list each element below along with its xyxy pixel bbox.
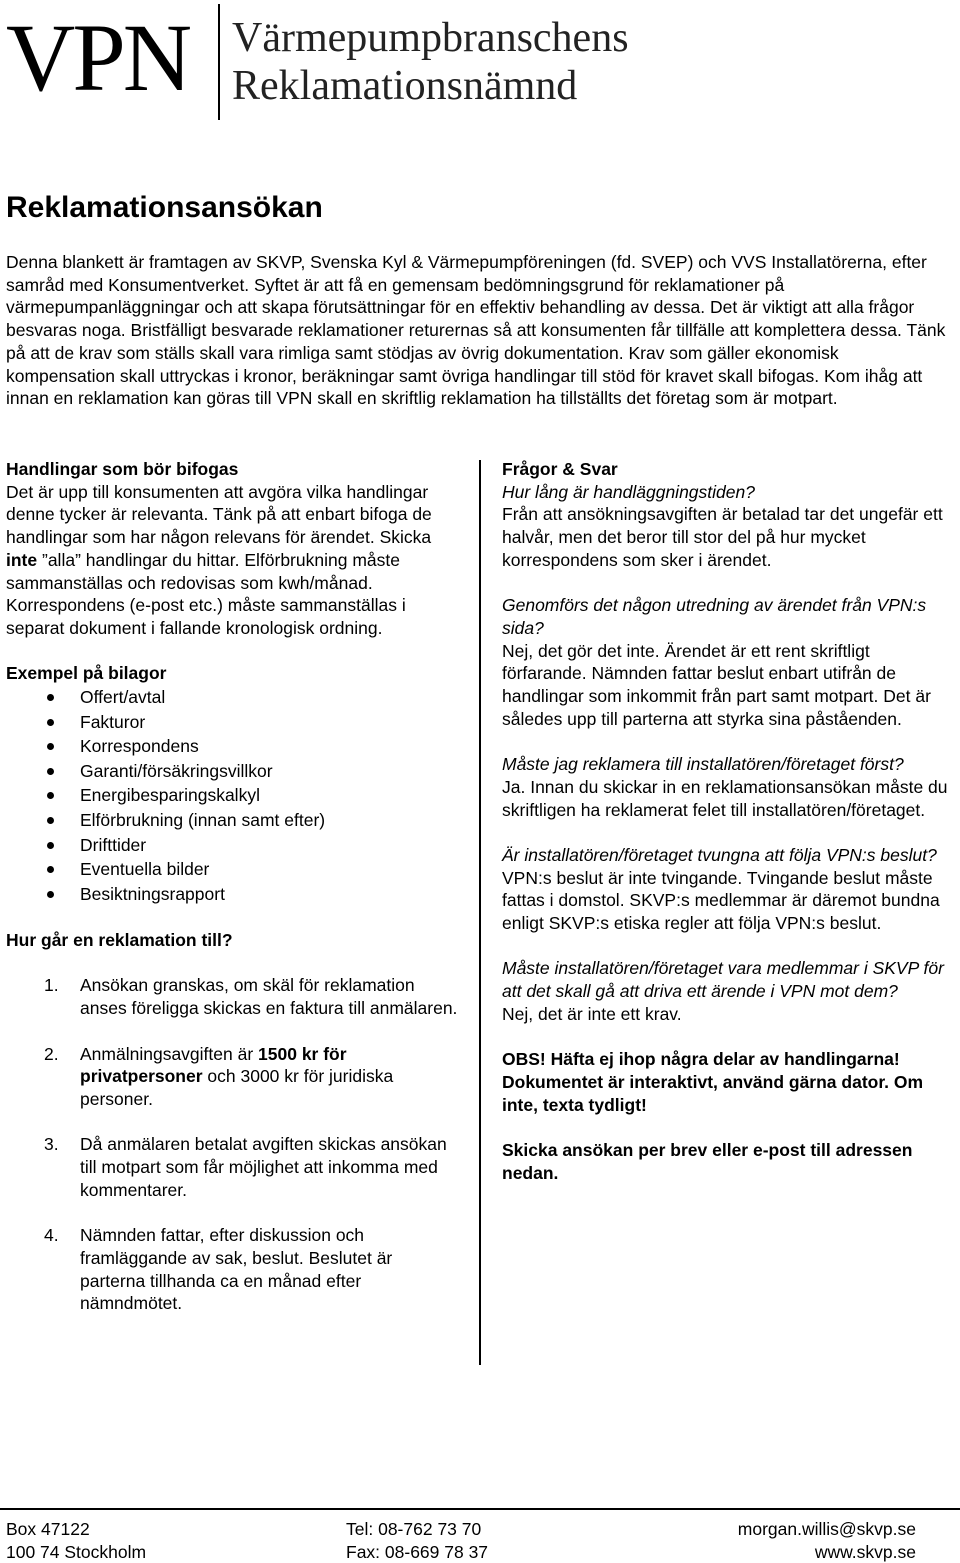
document-title: Reklamationsansökan	[6, 191, 323, 224]
intro-sentence: Kom ihåg att innan en reklamation kan göras till VPN skall en skriftlig reklamation ha tillställts det företag som är motpart.	[6, 365, 923, 409]
list-item: Energibesparingskalkyl	[6, 783, 462, 808]
footer-divider	[0, 1508, 960, 1510]
obs-notice: OBS! Häfta ej ihop några delar av handlingarna! Dokumentet är interaktivt, använd gärna dator. Om inte, texta tydligt!	[502, 1049, 924, 1115]
intro-paragraph	[6, 251, 946, 410]
process-step	[6, 974, 462, 1019]
intro-sentence: Tänk på att de krav som ställs skall vara rimliga samt stödjas av övrig dokumentation.	[6, 320, 946, 363]
footer-website[interactable]: www.skvp.se	[814, 1541, 916, 1562]
intro-sentence: Krav som gäller ekonomisk kompensation skall uttryckas i kronor, beräkningar samt övriga handlingar till stöd för kravet skall bifogas.	[6, 342, 839, 386]
list-item: Elförbrukning (innan samt efter)	[6, 808, 462, 833]
list-item: Eventuella bilder	[6, 857, 462, 882]
organisation-name-line2: Reklamationsnämnd	[232, 63, 578, 109]
handlingar-text-part: ”alla” handlingar du hittar. Elförbrukning måste sammanställas och redovisas som kwh/månad. Korrespondens (e-post etc.) måste sammanställas i separat dokument i fallande kronologisk ordning.	[6, 549, 406, 638]
step-text-bold: 1500 kr för privatpersoner	[80, 1043, 347, 1087]
footer-address-line1: Box 47122	[6, 1519, 90, 1539]
qa-item	[502, 594, 954, 730]
organisation-name	[232, 14, 629, 110]
qa-question: Måste jag reklamera till installatören/företaget först?	[502, 754, 904, 775]
qa-answer: VPN:s beslut är inte tvingande. Tvingande beslut måste fattas i domstol. SKVP:s medlemmar är däremot bundna enligt SKVP:s etiska regler att följa VPN:s beslut.	[502, 867, 940, 934]
qa-question: Är installatören/företaget tvungna att följa VPN:s beslut?	[502, 844, 937, 865]
step-number: 4.	[44, 1225, 59, 1246]
list-item: Garanti/försäkringsvillkor	[6, 759, 462, 784]
qa-item	[502, 957, 954, 1025]
step-text: Då anmälaren betalat avgiften skickas ansökan till motpart som får möjlighet att inkomma med kommentarer.	[80, 1134, 447, 1200]
logo-divider	[218, 4, 220, 120]
process-heading: Hur går en reklamation till?	[6, 930, 233, 951]
step-text: Anmälningsavgiften är	[80, 1043, 259, 1064]
send-instruction: Skicka ansökan per brev eller e-post till adressen nedan.	[502, 1140, 913, 1183]
step-text: Nämnden fattar, efter diskussion och framläggande av sak, beslut. Beslutet är parterna tillhanda ca en månad efter nämndmötet.	[80, 1225, 393, 1314]
right-column	[502, 458, 954, 1184]
qa-item	[502, 753, 954, 821]
qa-item	[502, 481, 954, 572]
qa-question: Måste installatören/företaget vara medlemmar i SKVP för att det skall gå att driva ett ärende i VPN mot dem?	[502, 958, 944, 1002]
logo-vpn: VPN	[6, 4, 190, 111]
organisation-name-line1: Värmepumpbranschens	[232, 15, 629, 61]
footer-email[interactable]: morgan.willis@skvp.se	[737, 1519, 916, 1539]
exempel-heading: Exempel på bilagor	[6, 663, 167, 684]
qa-answer: Ja. Innan du skickar in en reklamationsansökan måste du skriftligen ha reklamerat felet till installatören/företaget.	[502, 776, 948, 820]
intro-sentence: Bristfälligt besvarade reklamationer returernas så att konsumenten får tillfälle att komplettera dessa.	[130, 320, 902, 341]
qa-question: Hur lång är handläggningstiden?	[502, 481, 755, 502]
process-step	[6, 1043, 462, 1111]
list-item: Korrespondens	[6, 734, 462, 759]
list-item: Offert/avtal	[6, 685, 462, 710]
qa-answer: Nej, det gör det inte. Ärendet är ett rent skriftligt förfarande. Nämnden fattar beslut enbart utifrån de handlingar som inkommit från part samt motpart. Det är således upp till parterna att styrka sina påståenden.	[502, 640, 931, 729]
process-step	[6, 1133, 462, 1201]
qa-answer: Från att ansökningsavgiften är betalad tar det ungefär ett halvår, men det beror till stor del på hur mycket korrespondens som sker i ärendet.	[502, 504, 943, 570]
list-item: Drifttider	[6, 833, 462, 858]
column-divider	[479, 460, 481, 1365]
footer-contact	[0, 1518, 916, 1563]
qa-question: Genomförs det någon utredning av ärendet från VPN:s sida?	[502, 595, 927, 638]
step-number: 1.	[44, 975, 59, 996]
footer-fax: Fax: 08-669 78 37	[346, 1541, 489, 1562]
process-steps	[6, 974, 462, 1315]
bilagor-list	[6, 685, 462, 906]
step-number: 2.	[44, 1043, 59, 1064]
footer-address-line2: 100 74 Stockholm	[6, 1541, 147, 1562]
handlingar-heading: Handlingar som bör bifogas	[6, 459, 239, 479]
step-text: och 3000 kr för juridiska personer.	[80, 1066, 394, 1109]
list-item: Besiktningsrapport	[6, 882, 462, 907]
qa-item	[502, 844, 954, 935]
step-text: Ansökan granskas, om skäl för reklamation anses föreligga skickas en faktura till anmälaren.	[80, 975, 458, 1019]
handlingar-text	[6, 481, 462, 640]
list-item: Fakturor	[6, 710, 462, 735]
footer-tel: Tel: 08-762 73 70	[346, 1519, 482, 1539]
left-column	[6, 458, 462, 1338]
step-number: 3.	[44, 1134, 59, 1155]
handlingar-text-emphasis: inte	[6, 549, 38, 570]
qa-answer: Nej, det är inte ett krav.	[502, 1003, 682, 1024]
intro-sentence: Denna blankett är framtagen av SKVP, Svenska Kyl & Värmepumpföreningen (fd. SVEP) och VVS Installatörerna, efter samråd med Konsumentverket. Syftet är att få en gemensam bedömningsgrund för reklamationer på värmepumpanläggningar och att skapa förutsättningar för en effektiv behandling av dessa. Det är viktigt att alla frågor besvaras noga.	[6, 252, 927, 341]
process-step	[6, 1224, 462, 1315]
qa-heading: Frågor & Svar	[502, 459, 618, 479]
handlingar-text-part: Det är upp till konsumenten att avgöra vilka handlingar denne tycker är relevanta. Tänk på att enbart bifoga de handlingar som har någon relevans för ärendet. Skicka	[6, 481, 432, 548]
